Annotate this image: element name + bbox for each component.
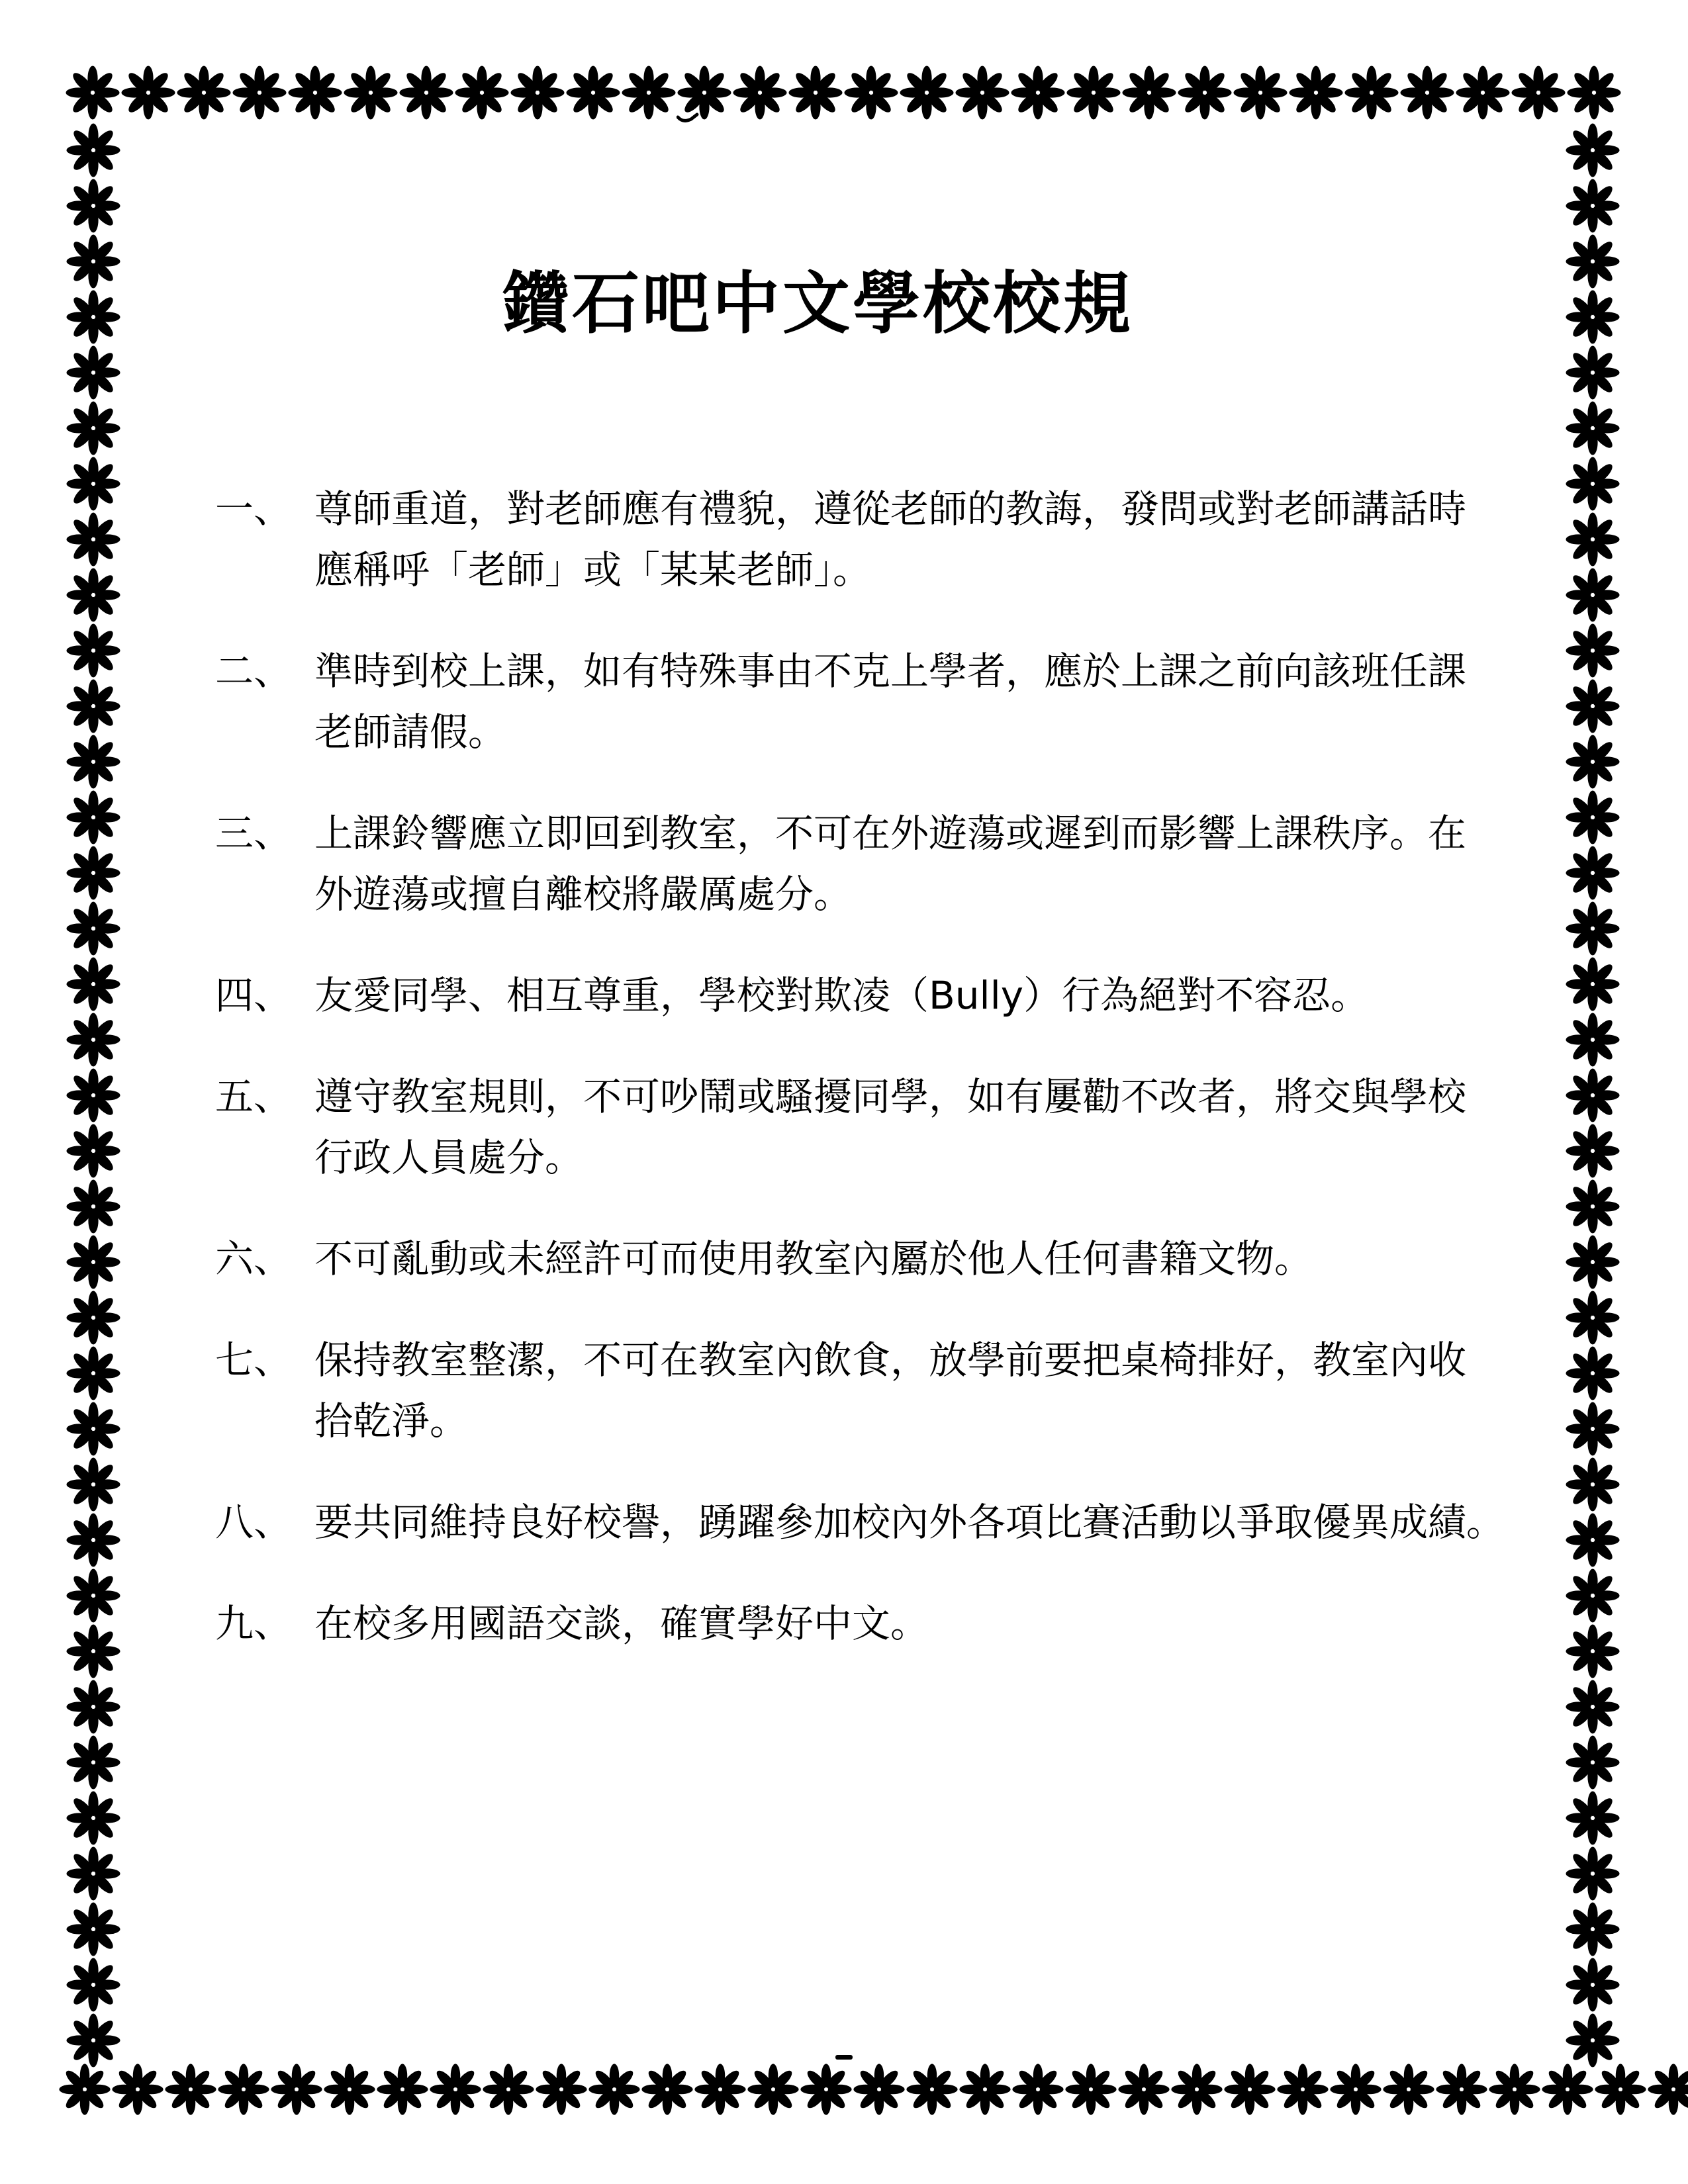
eight-petal-flower-icon	[621, 65, 677, 120]
eight-petal-flower-icon	[1565, 1957, 1620, 2013]
eight-petal-flower-icon	[1565, 901, 1620, 956]
eight-petal-flower-icon	[66, 1735, 121, 1790]
eight-petal-flower-icon	[66, 1345, 121, 1401]
eight-petal-flower-icon	[1565, 1623, 1620, 1679]
rule-item	[215, 1593, 1552, 1654]
eight-petal-flower-icon	[323, 2063, 376, 2116]
eight-petal-flower-icon	[66, 1512, 121, 1568]
eight-petal-flower-icon	[1064, 2063, 1117, 2116]
eight-petal-flower-icon	[1565, 122, 1620, 178]
rule-text-line: 拾乾淨。	[314, 1398, 469, 1443]
rule-text	[314, 965, 1552, 1026]
eight-petal-flower-icon	[1565, 678, 1620, 734]
eight-petal-flower-icon	[906, 2063, 959, 2116]
eight-petal-flower-icon	[1565, 845, 1620, 901]
eight-petal-flower-icon	[1223, 2063, 1276, 2116]
rule-text-line: 在校多用國語交談，確實學好中文。	[314, 1601, 929, 1646]
eight-petal-flower-icon	[66, 1123, 121, 1179]
eight-petal-flower-icon	[1565, 178, 1620, 234]
eight-petal-flower-icon	[1488, 2063, 1541, 2116]
eight-petal-flower-icon	[853, 2063, 906, 2116]
rule-text	[314, 641, 1552, 762]
eight-petal-flower-icon	[800, 2063, 853, 2116]
eight-petal-flower-icon	[959, 2063, 1011, 2116]
eight-petal-flower-icon	[66, 1012, 121, 1068]
eight-petal-flower-icon	[1288, 65, 1344, 120]
eight-petal-flower-icon	[510, 65, 565, 120]
rule-item	[215, 1228, 1552, 1289]
eight-petal-flower-icon	[1565, 1012, 1620, 1068]
eight-petal-flower-icon	[1565, 1846, 1620, 1901]
eight-petal-flower-icon	[1565, 1123, 1620, 1179]
eight-petal-flower-icon	[1344, 65, 1399, 120]
eight-petal-flower-icon	[66, 1179, 121, 1234]
rule-text	[314, 478, 1552, 600]
eight-petal-flower-icon	[482, 2063, 535, 2116]
eight-petal-flower-icon	[111, 2063, 164, 2116]
eight-petal-flower-icon	[270, 2063, 323, 2116]
eight-petal-flower-icon	[1276, 2063, 1329, 2116]
eight-petal-flower-icon	[1565, 1679, 1620, 1735]
rule-text-line: 應稱呼「老師」或「某某老師」。	[314, 547, 872, 592]
eight-petal-flower-icon	[66, 400, 121, 456]
rule-text	[314, 803, 1552, 925]
eight-petal-flower-icon	[732, 65, 788, 120]
rule-text	[314, 1593, 1552, 1654]
eight-petal-flower-icon	[1399, 65, 1455, 120]
eight-petal-flower-icon	[454, 65, 510, 120]
eight-petal-flower-icon	[376, 2063, 429, 2116]
rule-item	[215, 1066, 1552, 1188]
eight-petal-flower-icon	[66, 345, 121, 400]
eight-petal-flower-icon	[1565, 1568, 1620, 1623]
eight-petal-flower-icon	[176, 65, 232, 120]
eight-petal-flower-icon	[843, 65, 899, 120]
rule-text	[314, 1330, 1552, 1451]
scan-artifact-top	[677, 113, 700, 124]
rules-list	[215, 478, 1552, 1694]
eight-petal-flower-icon	[1455, 65, 1511, 120]
eight-petal-flower-icon	[1170, 2063, 1223, 2116]
rule-item	[215, 641, 1552, 762]
eight-petal-flower-icon	[1541, 2063, 1594, 2116]
rule-text-line: 老師請假。	[314, 709, 507, 754]
rule-text	[314, 1228, 1552, 1289]
eight-petal-flower-icon	[1565, 1790, 1620, 1846]
rule-item	[215, 1330, 1552, 1451]
eight-petal-flower-icon	[1565, 734, 1620, 790]
eight-petal-flower-icon	[120, 65, 176, 120]
eight-petal-flower-icon	[1647, 2063, 1688, 2116]
eight-petal-flower-icon	[1511, 65, 1566, 120]
eight-petal-flower-icon	[1382, 2063, 1435, 2116]
eight-petal-flower-icon	[1594, 2063, 1647, 2116]
rule-number: 四、	[215, 973, 293, 1018]
eight-petal-flower-icon	[588, 2063, 641, 2116]
eight-petal-flower-icon	[1233, 65, 1288, 120]
eight-petal-flower-icon	[1565, 1068, 1620, 1123]
scan-artifact-bottom	[835, 2055, 853, 2060]
eight-petal-flower-icon	[1565, 1345, 1620, 1401]
eight-petal-flower-icon	[1565, 1234, 1620, 1290]
eight-petal-flower-icon	[66, 1290, 121, 1345]
eight-petal-flower-icon	[1565, 1457, 1620, 1512]
eight-petal-flower-icon	[1565, 1512, 1620, 1568]
eight-petal-flower-icon	[66, 1679, 121, 1735]
rule-text-line: 遵守教室規則，不可吵鬧或騷擾同學，如有屢勸不改者，將交與學校	[314, 1074, 1467, 1119]
eight-petal-flower-icon	[66, 901, 121, 956]
rule-number: 九、	[215, 1601, 293, 1646]
eight-petal-flower-icon	[66, 1901, 121, 1957]
eight-petal-flower-icon	[66, 122, 121, 178]
eight-petal-flower-icon	[1010, 65, 1066, 120]
rule-item	[215, 965, 1552, 1026]
rule-number: 二、	[215, 649, 293, 694]
eight-petal-flower-icon	[66, 1568, 121, 1623]
eight-petal-flower-icon	[343, 65, 399, 120]
eight-petal-flower-icon	[399, 65, 454, 120]
eight-petal-flower-icon	[1565, 1290, 1620, 1345]
eight-petal-flower-icon	[1565, 1179, 1620, 1234]
rule-number: 八、	[215, 1500, 293, 1545]
eight-petal-flower-icon	[1329, 2063, 1382, 2116]
rule-number: 七、	[215, 1338, 293, 1383]
eight-petal-flower-icon	[641, 2063, 694, 2116]
eight-petal-flower-icon	[1121, 65, 1177, 120]
eight-petal-flower-icon	[1565, 1901, 1620, 1957]
decorative-border-bottom	[58, 2060, 1628, 2119]
rule-text-line: 友愛同學、相互尊重，學校對欺凌（Bully）行為絕對不容忍。	[314, 973, 1370, 1018]
rule-number: 三、	[215, 811, 293, 856]
rule-text-line: 不可亂動或未經許可而使用教室內屬於他人任何書籍文物。	[314, 1236, 1313, 1281]
eight-petal-flower-icon	[66, 1068, 121, 1123]
eight-petal-flower-icon	[66, 512, 121, 567]
eight-petal-flower-icon	[1565, 623, 1620, 678]
rule-item	[215, 1492, 1552, 1553]
eight-petal-flower-icon	[1565, 790, 1620, 845]
eight-petal-flower-icon	[66, 1234, 121, 1290]
decorative-border-top	[65, 63, 1622, 122]
eight-petal-flower-icon	[66, 1790, 121, 1846]
eight-petal-flower-icon	[66, 678, 121, 734]
eight-petal-flower-icon	[232, 65, 287, 120]
eight-petal-flower-icon	[535, 2063, 588, 2116]
rule-item	[215, 478, 1552, 600]
eight-petal-flower-icon	[694, 2063, 747, 2116]
rule-number: 一、	[215, 486, 293, 531]
rule-number: 六、	[215, 1236, 293, 1281]
eight-petal-flower-icon	[747, 2063, 800, 2116]
rule-text-line: 尊師重道，對老師應有禮貌，遵從老師的教誨，發問或對老師講話時	[314, 486, 1467, 531]
eight-petal-flower-icon	[899, 65, 955, 120]
rule-text-line: 行政人員處分。	[314, 1135, 584, 1180]
eight-petal-flower-icon	[65, 65, 120, 120]
eight-petal-flower-icon	[565, 65, 621, 120]
page-title: 鑽石吧中文學校校規	[502, 265, 1133, 343]
eight-petal-flower-icon	[66, 734, 121, 790]
eight-petal-flower-icon	[1066, 65, 1121, 120]
decorative-border-left	[65, 122, 122, 2060]
eight-petal-flower-icon	[1565, 1735, 1620, 1790]
eight-petal-flower-icon	[1566, 65, 1622, 120]
eight-petal-flower-icon	[1177, 65, 1233, 120]
eight-petal-flower-icon	[788, 65, 843, 120]
eight-petal-flower-icon	[1565, 345, 1620, 400]
eight-petal-flower-icon	[66, 1957, 121, 2013]
eight-petal-flower-icon	[66, 790, 121, 845]
rule-item	[215, 803, 1552, 925]
rule-text	[314, 1066, 1552, 1188]
eight-petal-flower-icon	[1565, 400, 1620, 456]
decorative-border-right	[1564, 122, 1621, 2060]
eight-petal-flower-icon	[66, 1401, 121, 1457]
eight-petal-flower-icon	[1117, 2063, 1170, 2116]
eight-petal-flower-icon	[1565, 512, 1620, 567]
eight-petal-flower-icon	[429, 2063, 482, 2116]
eight-petal-flower-icon	[66, 956, 121, 1012]
eight-petal-flower-icon	[1565, 456, 1620, 512]
eight-petal-flower-icon	[164, 2063, 217, 2116]
rule-text-line: 要共同維持良好校譽，踴躍參加校內外各項比賽活動以爭取優異成績。	[314, 1500, 1505, 1545]
eight-petal-flower-icon	[217, 2063, 270, 2116]
rule-text-line: 外遊蕩或擅自離校將嚴厲處分。	[314, 872, 853, 917]
eight-petal-flower-icon	[1011, 2063, 1064, 2116]
eight-petal-flower-icon	[66, 1846, 121, 1901]
rule-text-line: 上課鈴響應立即回到教室，不可在外遊蕩或遲到而影響上課秩序。在	[314, 811, 1467, 856]
rule-text	[314, 1492, 1552, 1553]
eight-petal-flower-icon	[1435, 2063, 1488, 2116]
eight-petal-flower-icon	[66, 623, 121, 678]
eight-petal-flower-icon	[58, 2063, 111, 2116]
eight-petal-flower-icon	[66, 1623, 121, 1679]
eight-petal-flower-icon	[66, 178, 121, 234]
eight-petal-flower-icon	[66, 456, 121, 512]
rule-text-line: 準時到校上課，如有特殊事由不克上學者，應於上課之前向該班任課	[314, 649, 1467, 694]
rule-text-line: 保持教室整潔，不可在教室內飲食，放學前要把桌椅排好，教室內收	[314, 1338, 1467, 1383]
eight-petal-flower-icon	[66, 567, 121, 623]
eight-petal-flower-icon	[1565, 956, 1620, 1012]
eight-petal-flower-icon	[287, 65, 343, 120]
eight-petal-flower-icon	[1565, 1401, 1620, 1457]
eight-petal-flower-icon	[66, 845, 121, 901]
eight-petal-flower-icon	[1565, 567, 1620, 623]
rule-number: 五、	[215, 1074, 293, 1119]
eight-petal-flower-icon	[955, 65, 1010, 120]
eight-petal-flower-icon	[66, 1457, 121, 1512]
